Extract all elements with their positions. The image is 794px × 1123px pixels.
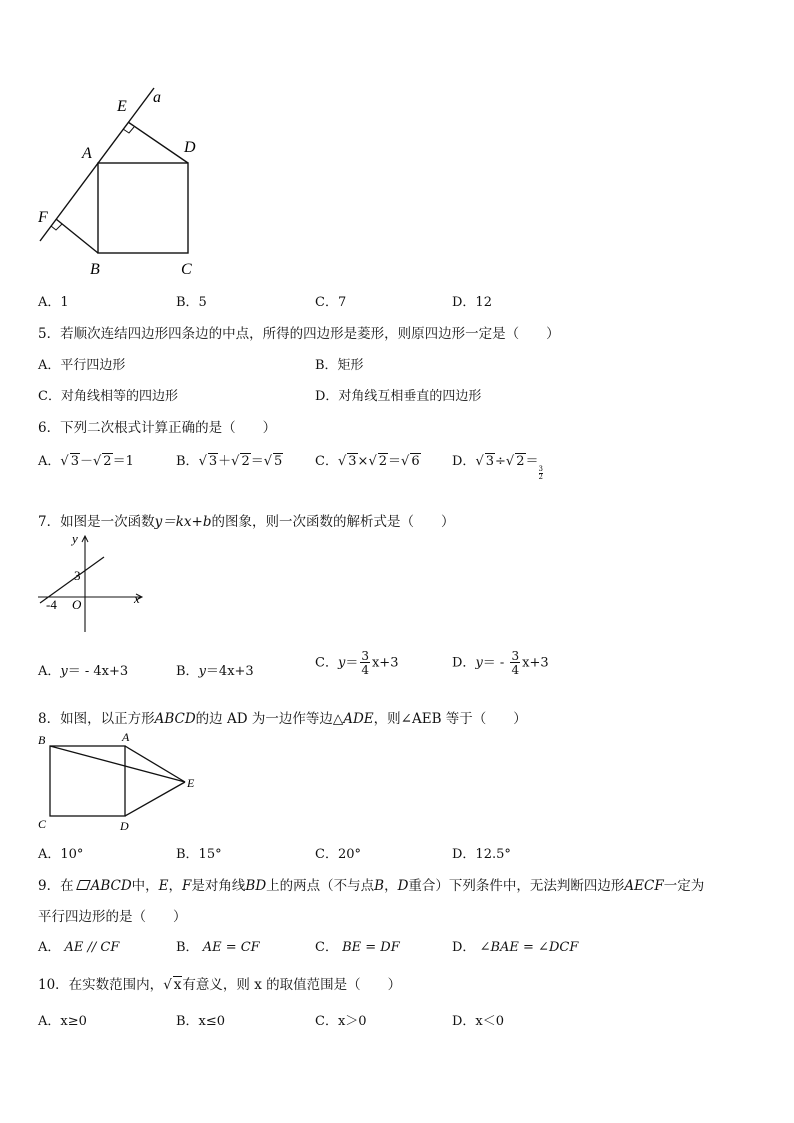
q8-stem: [38, 707, 527, 727]
q9-stem-line2: 平行四边形的是（ ）: [38, 909, 187, 925]
formula: y＝kx+b: [154, 514, 212, 530]
label-a-line: a: [153, 89, 161, 106]
op: ×: [357, 454, 369, 469]
q8-option-c[interactable]: C．20°: [315, 847, 361, 862]
option-label: D．: [452, 454, 476, 469]
segment-ae: [125, 746, 185, 782]
sqrt-2: √ 2: [231, 454, 250, 469]
expr: ＝ -: [482, 655, 509, 671]
q5-option-c[interactable]: C．对角线相等的四边形: [38, 389, 178, 404]
segment-be: [50, 746, 185, 782]
op: ＋: [218, 454, 232, 469]
var-y: y: [60, 664, 68, 679]
q6-option-d[interactable]: [452, 450, 543, 481]
stem-text: 一定为: [663, 878, 705, 894]
sqrt-2: √ 2: [92, 454, 112, 469]
stem-text: 7．如图是一次函数: [38, 514, 155, 530]
label-minus4: -4: [46, 597, 57, 612]
q5-option-b[interactable]: B．矩形: [315, 358, 364, 373]
op: ＝: [388, 454, 402, 469]
label-c: C: [181, 261, 192, 278]
option-label: B．: [176, 940, 199, 955]
q7-stem: [38, 510, 454, 530]
sqrt-2: √ 2: [505, 454, 525, 469]
q4-option-b[interactable]: B．5: [176, 295, 207, 310]
label-o: O: [72, 597, 82, 612]
point-d: D: [397, 878, 409, 894]
label-d: D: [184, 139, 196, 156]
expr: ＝: [345, 655, 359, 671]
expr: AE // CF: [64, 940, 120, 955]
q10-option-c[interactable]: C．x＞0: [315, 1014, 367, 1029]
option-label: B．: [176, 454, 199, 469]
stem-text: 10．在实数范围内，: [38, 977, 164, 993]
option-label: A．: [38, 664, 61, 679]
label-e: E: [187, 776, 195, 790]
point-b: B: [374, 878, 385, 894]
q6-stem: 6．下列二次根式计算正确的是（ ）: [38, 420, 277, 436]
q6-option-a[interactable]: [38, 450, 134, 469]
q7-option-b[interactable]: [176, 660, 254, 679]
q6-option-b[interactable]: [176, 450, 283, 469]
q4-figure: [28, 84, 208, 284]
parallelogram-symbol: [76, 880, 91, 890]
option-label: D．: [452, 940, 476, 955]
label-3: 3: [74, 568, 81, 583]
abcd: ABCD: [90, 878, 132, 894]
q5-stem: 5．若顺次连结四边形四条边的中点，所得的四边形是菱形，则原四边形一定是（ ）: [38, 326, 560, 342]
label-e: E: [117, 98, 127, 115]
var-y: y: [475, 655, 483, 671]
op: ＝1: [112, 454, 134, 469]
stem-text: 中，: [131, 878, 159, 894]
segment-de: [128, 122, 188, 163]
stem-text: ，则∠AEB 等于（ ）: [373, 711, 527, 727]
stem-text: 是对角线: [191, 878, 246, 894]
segment-bf: [56, 219, 98, 253]
q8-option-b[interactable]: B．15°: [176, 847, 222, 862]
stem-text: 9．在: [38, 878, 74, 894]
q4-option-a[interactable]: A．1: [38, 295, 69, 310]
q9-option-b[interactable]: [176, 936, 260, 955]
sqrt-3: √ 3: [60, 454, 79, 469]
op: －: [79, 454, 93, 469]
option-label: B．: [176, 664, 199, 679]
label-b: B: [90, 261, 100, 278]
label-c: C: [38, 817, 47, 831]
q4-option-c[interactable]: C．7: [315, 295, 347, 310]
abcd: ABCD: [154, 711, 196, 727]
var-y: y: [337, 655, 346, 671]
ade: ADE: [343, 711, 374, 727]
sqrt-3: √ 3: [337, 454, 357, 469]
q7-option-c[interactable]: [315, 650, 398, 676]
q10-stem: [38, 973, 401, 993]
q7-option-a[interactable]: [38, 660, 128, 679]
segment-de: [125, 782, 185, 816]
point-e: E: [158, 878, 169, 894]
square-abcd: [98, 163, 188, 253]
q10-option-d[interactable]: D．x＜0: [452, 1014, 505, 1029]
fraction: $\frac{3}{4}$: [511, 649, 520, 677]
option-label: A．: [38, 940, 61, 955]
sqrt-3: √ 3: [198, 454, 218, 469]
sqrt-2: √ 2: [368, 454, 388, 469]
label-f: F: [38, 209, 48, 226]
q10-option-a[interactable]: A．x≥0: [38, 1014, 87, 1029]
q4-option-d[interactable]: D．12: [452, 295, 492, 310]
q7-graph: [36, 532, 148, 636]
label-x: x: [134, 591, 140, 606]
sqrt-x: √ x: [163, 977, 182, 993]
q10-option-b[interactable]: B．x≤0: [176, 1014, 226, 1029]
q6-option-c[interactable]: [315, 450, 421, 469]
sqrt-5: √ 5: [263, 454, 283, 469]
q8-option-d[interactable]: D．12.5°: [452, 847, 511, 862]
op: ＝: [525, 454, 539, 469]
q9-stem-line1: [38, 874, 704, 894]
q9-option-d[interactable]: [452, 936, 578, 955]
label-b: B: [38, 733, 46, 747]
stem-text: 的边 AD 为一边作等边△: [195, 711, 344, 727]
expr: BE = DF: [342, 940, 400, 955]
aecf: AECF: [624, 878, 664, 894]
stem-text: ，: [168, 878, 183, 894]
expr: AE = CF: [202, 940, 260, 955]
stem-text: 上的两点（不与点: [266, 878, 375, 894]
fraction: $\frac{3}{4}$: [361, 649, 369, 677]
q9-option-c[interactable]: [315, 936, 400, 955]
q8-figure: [30, 730, 205, 835]
point-f: F: [182, 878, 192, 894]
option-label: A．: [38, 454, 61, 469]
q5-option-d[interactable]: D．对角线互相垂直的四边形: [315, 389, 482, 404]
label-y: y: [72, 532, 78, 546]
sqrt-6: √ 6: [401, 454, 420, 469]
label-a: A: [122, 730, 130, 744]
option-label: C．: [315, 940, 338, 955]
option-label: C．: [315, 655, 338, 671]
var-y: y: [198, 664, 206, 679]
q9-option-a[interactable]: [38, 936, 119, 955]
q5-option-a[interactable]: A．平行四边形: [38, 358, 126, 373]
expr: ＝ - 4x+3: [67, 664, 129, 679]
expr-tail: x+3: [371, 655, 399, 671]
label-d: D: [120, 819, 129, 833]
stem-text: 8．如图，以正方形: [38, 711, 155, 727]
option-label: D．: [452, 655, 476, 671]
stem-text: 有意义，则 x 的取值范围是（ ）: [182, 977, 402, 993]
line-a: [40, 88, 154, 241]
stem-text: ，: [384, 878, 398, 894]
q8-option-a[interactable]: A．10°: [38, 847, 84, 862]
expr: ∠BAE = ∠DCF: [479, 940, 579, 955]
bd: BD: [245, 878, 267, 894]
expr: ＝4x+3: [205, 664, 254, 679]
op: ÷: [495, 454, 506, 469]
q7-option-d[interactable]: [452, 650, 549, 676]
sqrt-3: √ 3: [475, 454, 495, 469]
op: ＝: [250, 454, 264, 469]
small-fraction: $\frac{3}{2}$: [538, 465, 543, 481]
label-a: A: [82, 145, 92, 162]
stem-text: 的图象，则一次函数的解析式是（ ）: [211, 514, 455, 530]
stem-text: 重合）下列条件中，无法判断四边形: [408, 878, 625, 894]
option-label: C．: [315, 454, 338, 469]
expr-tail: x+3: [522, 655, 549, 671]
